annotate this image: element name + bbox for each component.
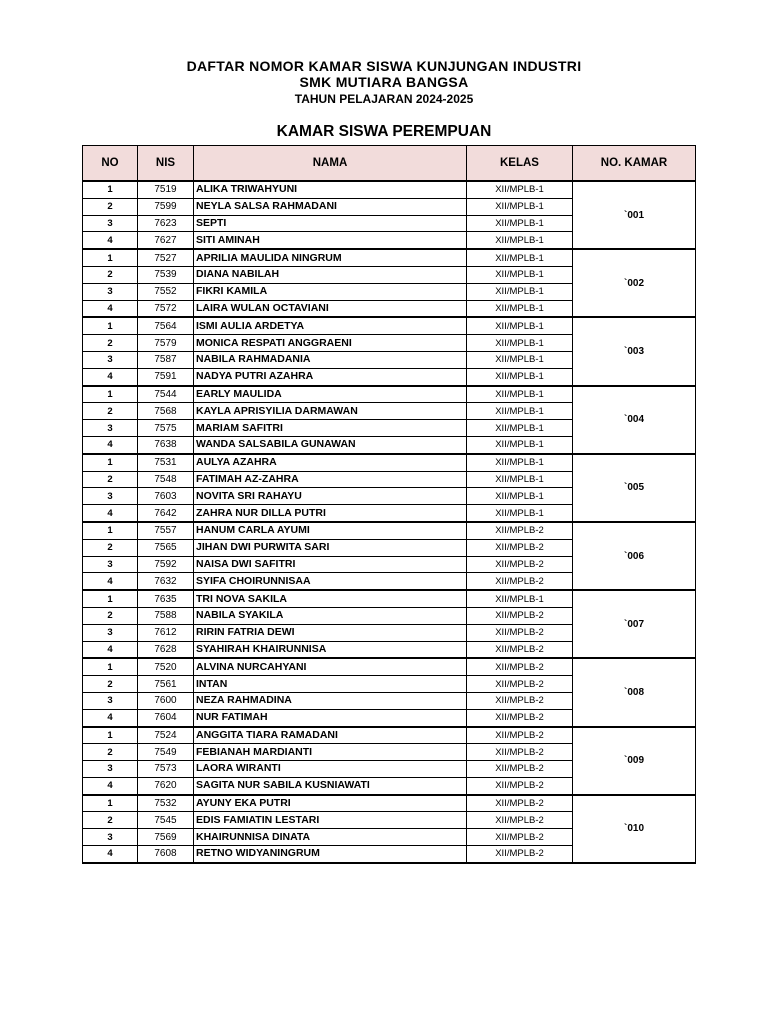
cell-nama: ZAHRA NUR DILLA PUTRI [194,505,467,522]
cell-nis: 7608 [138,846,194,863]
cell-no: 1 [83,249,138,266]
cell-nama: ALVINA NURCAHYANI [194,658,467,675]
table-row [83,658,696,675]
cell-room-number: `004 [573,386,696,454]
cell-no: 4 [83,846,138,863]
column-header-nama: NAMA [194,146,467,182]
cell-nama: NAISA DWI SAFITRI [194,556,467,573]
cell-nis: 7564 [138,317,194,334]
cell-room-number: `008 [573,658,696,726]
cell-nama: EDIS FAMIATIN LESTARI [194,812,467,829]
academic-year: TAHUN PELAJARAN 2024-2025 [294,92,474,106]
column-header-kelas: KELAS [467,146,573,182]
cell-room-number: `006 [573,522,696,590]
cell-kelas: XII/MPLB-1 [467,249,573,266]
cell-kelas: XII/MPLB-1 [467,215,573,232]
cell-nis: 7548 [138,471,194,488]
cell-kelas: XII/MPLB-2 [467,641,573,658]
cell-nama: SYIFA CHOIRUNNISAA [194,573,467,590]
cell-nis: 7539 [138,266,194,283]
cell-nama: AYUNY EKA PUTRI [194,795,467,812]
cell-nis: 7599 [138,198,194,215]
cell-no: 3 [83,556,138,573]
cell-kelas: XII/MPLB-2 [467,727,573,744]
cell-nama: FATIMAH AZ-ZAHRA [194,471,467,488]
cell-kelas: XII/MPLB-1 [467,590,573,607]
cell-no: 3 [83,692,138,709]
cell-nama: SEPTI [194,215,467,232]
cell-kelas: XII/MPLB-2 [467,777,573,794]
cell-no: 2 [83,607,138,624]
cell-nama: MONICA RESPATI ANGGRAENI [194,335,467,352]
cell-kelas: XII/MPLB-2 [467,761,573,778]
table-row [83,727,696,744]
cell-nama: SAGITA NUR SABILA KUSNIAWATI [194,777,467,794]
cell-nis: 7600 [138,692,194,709]
cell-nis: 7642 [138,505,194,522]
cell-nis: 7572 [138,300,194,317]
cell-nama: NABILA RAHMADANIA [194,351,467,368]
cell-room-number: `002 [573,249,696,317]
cell-no: 3 [83,351,138,368]
column-header-nis: NIS [138,146,194,182]
cell-no: 1 [83,454,138,471]
cell-kelas: XII/MPLB-1 [467,420,573,437]
cell-no: 1 [83,795,138,812]
cell-kelas: XII/MPLB-1 [467,317,573,334]
cell-kelas: XII/MPLB-1 [467,471,573,488]
cell-no: 4 [83,436,138,453]
cell-nama: DIANA NABILAH [194,266,467,283]
cell-nis: 7557 [138,522,194,539]
table-row [83,454,696,471]
cell-nama: SITI AMINAH [194,232,467,249]
cell-nama: EARLY MAULIDA [194,386,467,403]
cell-nama: ISMI AULIA ARDETYA [194,317,467,334]
cell-nama: JIHAN DWI PURWITA SARI [194,539,467,556]
cell-nis: 7532 [138,795,194,812]
cell-nis: 7549 [138,744,194,761]
cell-nis: 7591 [138,368,194,385]
cell-kelas: XII/MPLB-1 [467,283,573,300]
cell-room-number: `007 [573,590,696,658]
cell-nama: NEYLA SALSA RAHMADANI [194,198,467,215]
cell-nis: 7623 [138,215,194,232]
cell-nis: 7587 [138,351,194,368]
cell-kelas: XII/MPLB-1 [467,368,573,385]
cell-no: 3 [83,488,138,505]
cell-nis: 7575 [138,420,194,437]
cell-nis: 7628 [138,641,194,658]
cell-nis: 7635 [138,590,194,607]
cell-nis: 7573 [138,761,194,778]
cell-no: 1 [83,181,138,198]
cell-nama: WANDA SALSABILA GUNAWAN [194,436,467,453]
room-roster-table [82,145,696,864]
cell-nis: 7603 [138,488,194,505]
cell-no: 4 [83,573,138,590]
cell-kelas: XII/MPLB-2 [467,556,573,573]
cell-kelas: XII/MPLB-2 [467,573,573,590]
cell-nama: RIRIN FATRIA DEWI [194,624,467,641]
table-row [83,590,696,607]
cell-kelas: XII/MPLB-2 [467,522,573,539]
cell-nama: LAIRA WULAN OCTAVIANI [194,300,467,317]
cell-kelas: XII/MPLB-1 [467,488,573,505]
cell-kelas: XII/MPLB-2 [467,676,573,693]
cell-no: 3 [83,761,138,778]
cell-room-number: `010 [573,795,696,863]
cell-kelas: XII/MPLB-2 [467,795,573,812]
section-title: KAMAR SISWA PEREMPUAN [276,123,492,140]
cell-no: 4 [83,232,138,249]
cell-nis: 7519 [138,181,194,198]
cell-no: 2 [83,471,138,488]
cell-kelas: XII/MPLB-2 [467,744,573,761]
cell-nis: 7569 [138,829,194,846]
cell-kelas: XII/MPLB-1 [467,454,573,471]
cell-nama: FIKRI KAMILA [194,283,467,300]
cell-kelas: XII/MPLB-1 [467,335,573,352]
cell-nis: 7552 [138,283,194,300]
cell-no: 2 [83,744,138,761]
cell-kelas: XII/MPLB-1 [467,198,573,215]
column-header-no-kamar: NO. KAMAR [573,146,696,182]
cell-nis: 7604 [138,709,194,726]
cell-nama: NOVITA SRI RAHAYU [194,488,467,505]
cell-no: 4 [83,300,138,317]
cell-nis: 7527 [138,249,194,266]
cell-kelas: XII/MPLB-1 [467,436,573,453]
cell-nama: KHAIRUNNISA DINATA [194,829,467,846]
table-row [83,317,696,334]
cell-no: 2 [83,539,138,556]
cell-nama: MARIAM SAFITRI [194,420,467,437]
document-title: DAFTAR NOMOR KAMAR SISWA KUNJUNGAN INDUSTRI [186,58,582,74]
cell-kelas: XII/MPLB-2 [467,607,573,624]
cell-no: 1 [83,590,138,607]
cell-no: 3 [83,420,138,437]
cell-nama: INTAN [194,676,467,693]
cell-nama: APRILIA MAULIDA NINGRUM [194,249,467,266]
cell-no: 1 [83,317,138,334]
cell-kelas: XII/MPLB-2 [467,846,573,863]
cell-kelas: XII/MPLB-1 [467,266,573,283]
cell-kelas: XII/MPLB-1 [467,300,573,317]
cell-no: 2 [83,403,138,420]
cell-no: 2 [83,266,138,283]
cell-kelas: XII/MPLB-1 [467,386,573,403]
cell-nama: FEBIANAH MARDIANTI [194,744,467,761]
cell-room-number: `001 [573,181,696,249]
column-header-no: NO [83,146,138,182]
cell-no: 1 [83,386,138,403]
table-row [83,249,696,266]
cell-room-number: `003 [573,317,696,385]
cell-kelas: XII/MPLB-2 [467,709,573,726]
cell-nis: 7561 [138,676,194,693]
cell-nis: 7579 [138,335,194,352]
cell-nis: 7612 [138,624,194,641]
school-name: SMK MUTIARA BANGSA [299,74,469,90]
table-row [83,522,696,539]
cell-no: 4 [83,641,138,658]
table-header-row [83,146,696,182]
cell-nis: 7524 [138,727,194,744]
cell-nis: 7568 [138,403,194,420]
cell-no: 2 [83,198,138,215]
cell-nis: 7632 [138,573,194,590]
cell-nama: TRI NOVA SAKILA [194,590,467,607]
cell-nis: 7638 [138,436,194,453]
cell-no: 4 [83,709,138,726]
table-row [83,181,696,198]
cell-no: 1 [83,658,138,675]
cell-no: 3 [83,829,138,846]
cell-no: 3 [83,283,138,300]
cell-nama: NUR FATIMAH [194,709,467,726]
cell-no: 1 [83,522,138,539]
cell-nama: LAORA WIRANTI [194,761,467,778]
cell-kelas: XII/MPLB-2 [467,624,573,641]
cell-nis: 7592 [138,556,194,573]
cell-nis: 7520 [138,658,194,675]
cell-no: 3 [83,215,138,232]
cell-kelas: XII/MPLB-1 [467,505,573,522]
cell-room-number: `005 [573,454,696,522]
cell-no: 2 [83,676,138,693]
cell-nama: KAYLA APRISYILIA DARMAWAN [194,403,467,420]
cell-kelas: XII/MPLB-2 [467,829,573,846]
cell-nis: 7627 [138,232,194,249]
cell-no: 2 [83,812,138,829]
cell-nama: ANGGITA TIARA RAMADANI [194,727,467,744]
cell-nama: NABILA SYAKILA [194,607,467,624]
cell-nis: 7565 [138,539,194,556]
table-row [83,795,696,812]
cell-nama: ALIKA TRIWAHYUNI [194,181,467,198]
cell-nis: 7588 [138,607,194,624]
cell-nama: SYAHIRAH KHAIRUNNISA [194,641,467,658]
cell-no: 4 [83,505,138,522]
cell-room-number: `009 [573,727,696,795]
cell-no: 2 [83,335,138,352]
cell-kelas: XII/MPLB-1 [467,232,573,249]
cell-nis: 7620 [138,777,194,794]
cell-kelas: XII/MPLB-2 [467,539,573,556]
cell-kelas: XII/MPLB-1 [467,181,573,198]
cell-kelas: XII/MPLB-2 [467,812,573,829]
cell-no: 4 [83,777,138,794]
cell-nis: 7544 [138,386,194,403]
cell-nis: 7545 [138,812,194,829]
table-row [83,386,696,403]
cell-nis: 7531 [138,454,194,471]
cell-nama: AULYA AZAHRA [194,454,467,471]
cell-nama: NEZA RAHMADINA [194,692,467,709]
cell-nama: RETNO WIDYANINGRUM [194,846,467,863]
cell-kelas: XII/MPLB-1 [467,351,573,368]
cell-kelas: XII/MPLB-2 [467,658,573,675]
cell-kelas: XII/MPLB-1 [467,403,573,420]
table-body [83,181,696,863]
cell-no: 4 [83,368,138,385]
cell-nama: NADYA PUTRI AZAHRA [194,368,467,385]
cell-no: 1 [83,727,138,744]
cell-kelas: XII/MPLB-2 [467,692,573,709]
cell-no: 3 [83,624,138,641]
cell-nama: HANUM CARLA AYUMI [194,522,467,539]
